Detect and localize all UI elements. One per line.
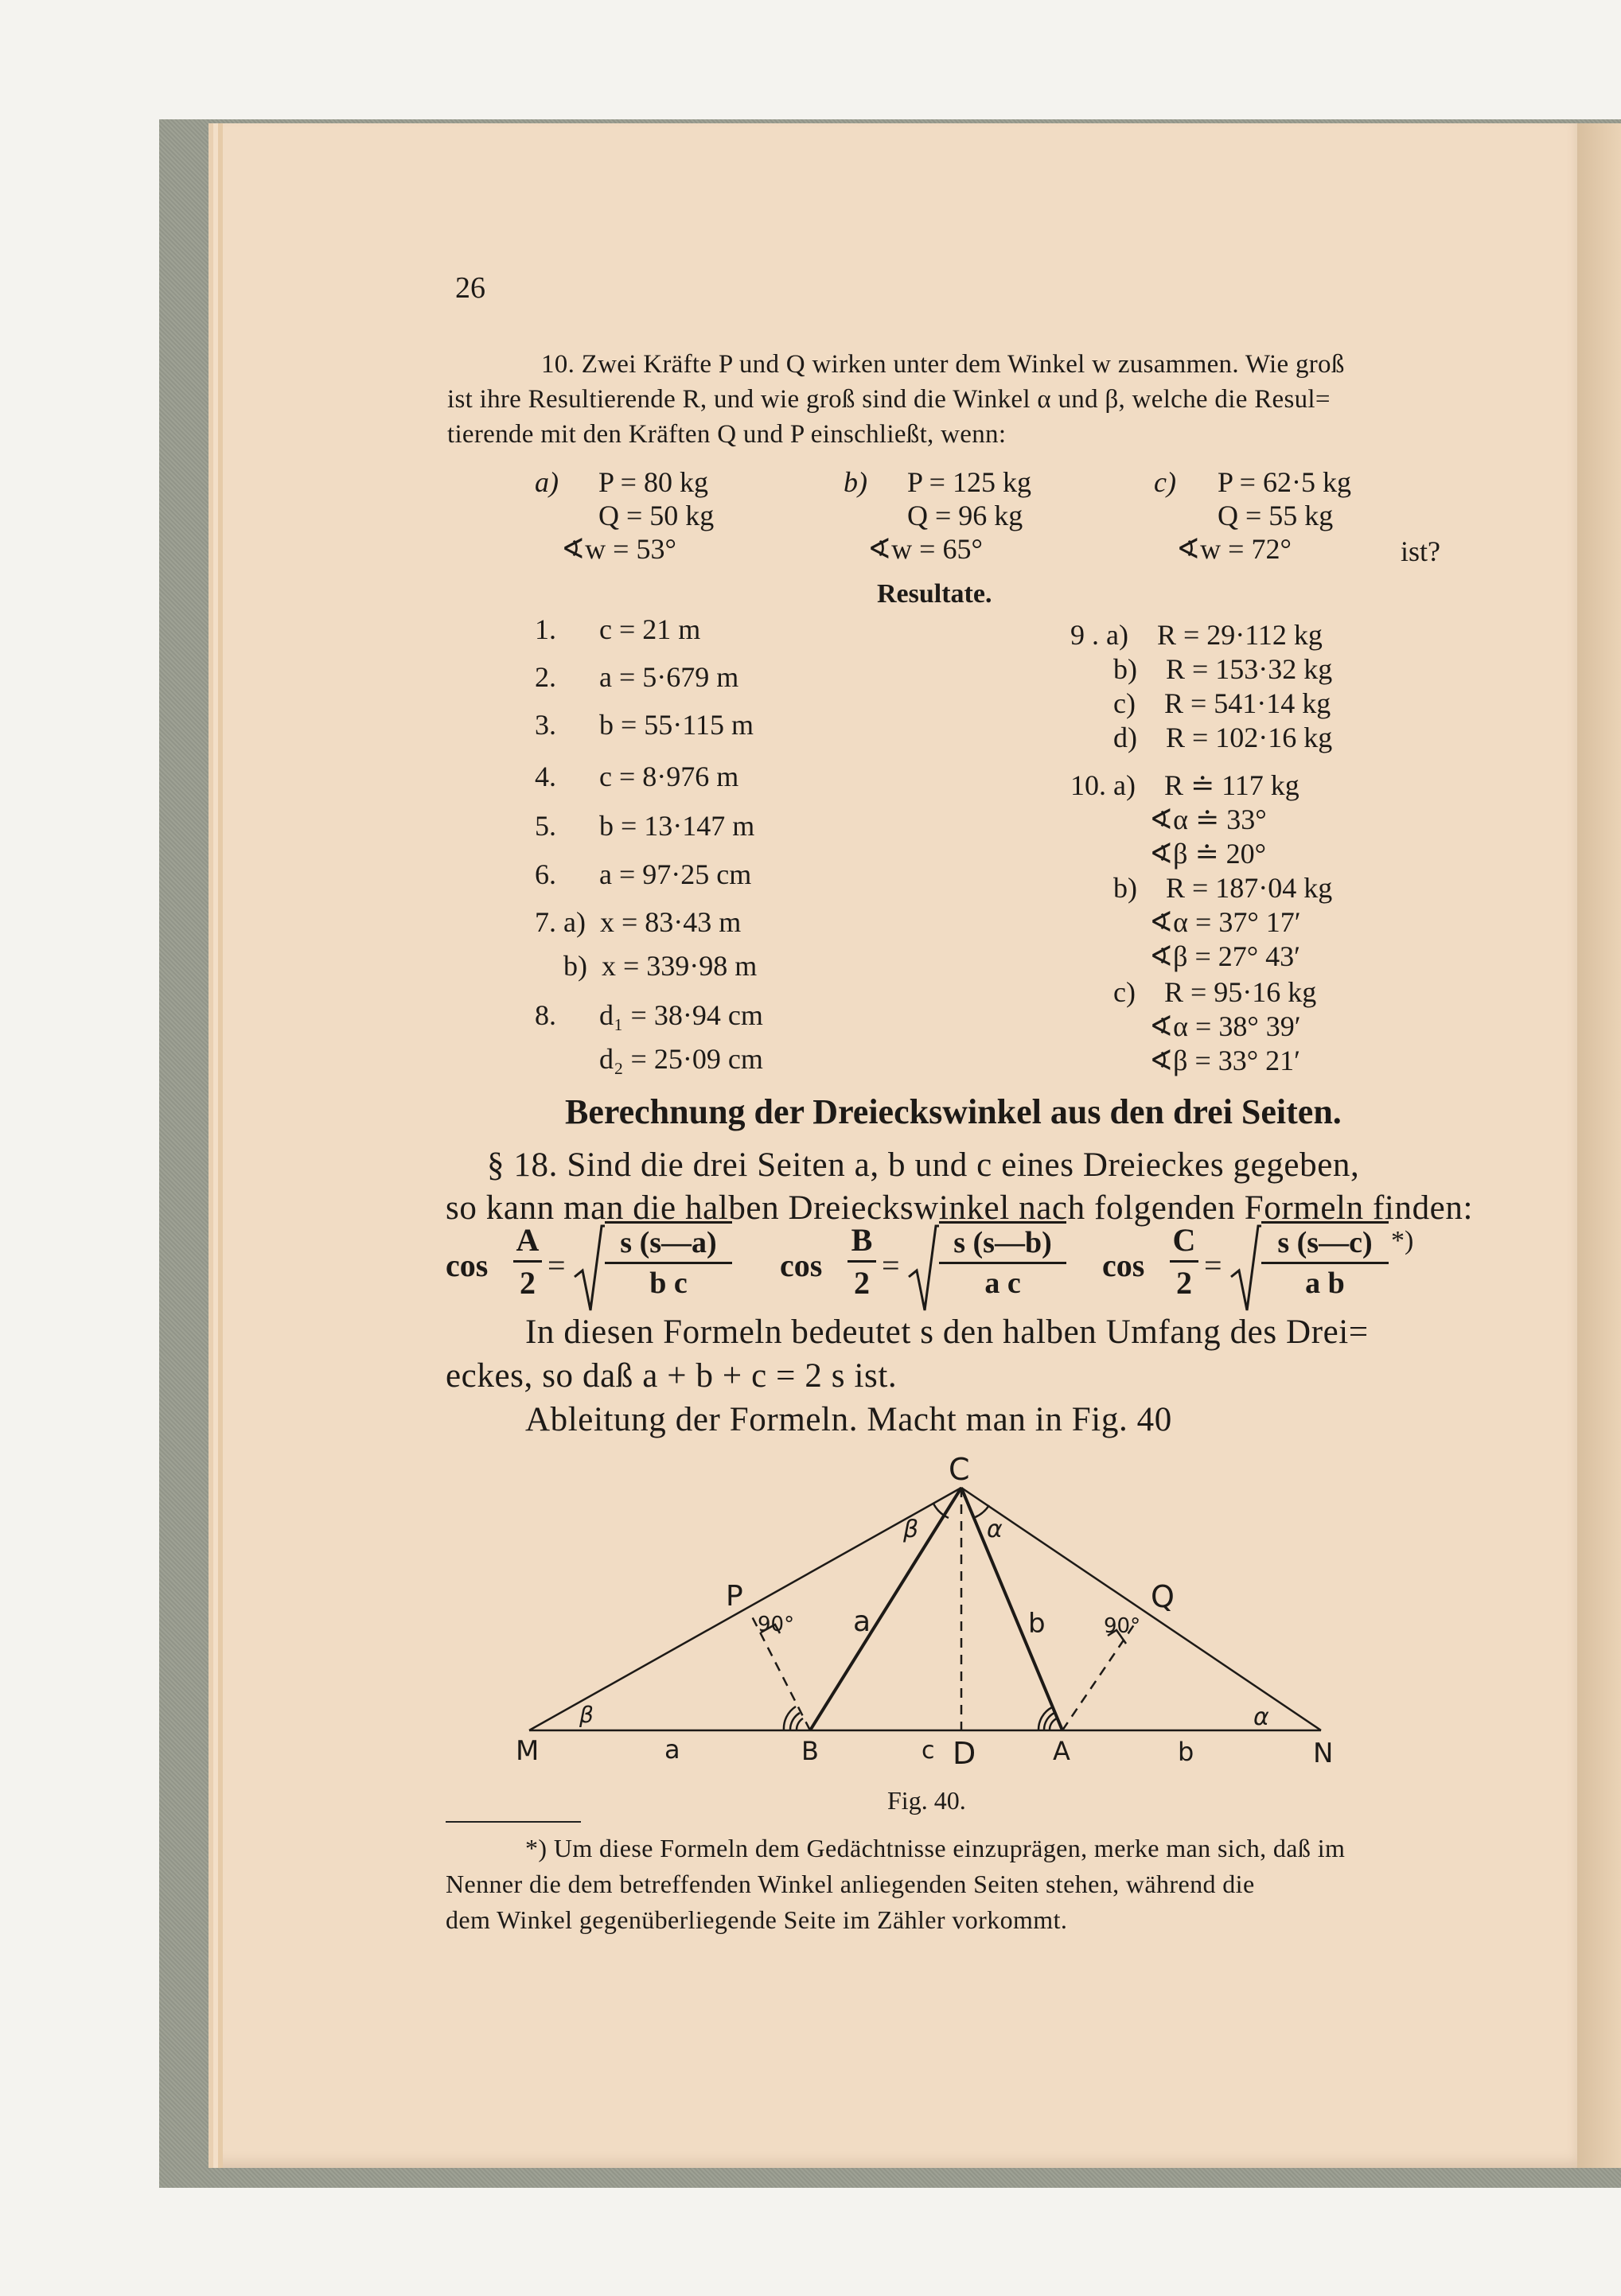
case-b-w: ∢w = 65° [867, 533, 983, 565]
figure-40 [509, 1448, 1353, 1782]
case-b-q: Q = 96 kg [907, 500, 1023, 531]
result-10c-beta: ∢β = 33° 21′ [1070, 1045, 1301, 1076]
label-n: N [1313, 1738, 1334, 1769]
result-1: 1. c = 21 m [535, 613, 701, 645]
case-c-q: Q = 55 kg [1218, 500, 1334, 531]
cos-2: cos [780, 1247, 823, 1283]
side-mc [529, 1488, 961, 1730]
cos-3: cos [1102, 1247, 1145, 1283]
half-den-a: 2 [520, 1265, 536, 1301]
half-angle-formulas [446, 1221, 1448, 1325]
angle-arc-a3 [1050, 1718, 1057, 1730]
fraction-line [605, 1262, 732, 1264]
footnote-line-2: Nenner die dem betreffenden Winkel anliegenden Seiten stehen, während die [446, 1870, 1255, 1898]
sqrt-num-3: s (s—c) [1261, 1221, 1389, 1260]
label-a: A [1053, 1736, 1070, 1766]
label-beta-top: β [903, 1516, 919, 1543]
half-angle-c [1170, 1221, 1198, 1302]
case-a-label: a) [535, 466, 559, 498]
problem-line-1: 10. Zwei Kräfte P und Q wirken unter dem Winkel w zusammen. Wie groß [541, 350, 1345, 379]
fraction-line [1261, 1262, 1389, 1264]
equals-3: = [1204, 1247, 1222, 1283]
explanation-line-1: In diesen Formeln bedeutet s den halben Umfang des Drei= [525, 1313, 1369, 1351]
sqrt-fraction-2 [939, 1221, 1066, 1301]
result-3: 3. b = 55·115 m [535, 709, 754, 741]
label-segment-a: a [664, 1734, 680, 1765]
cos-1: cos [446, 1247, 489, 1283]
result-10a-alpha: ∢α ≐ 33° [1070, 804, 1267, 835]
result-9d: d) R = 102·16 kg [1070, 722, 1333, 753]
label-segment-c: c [922, 1737, 935, 1765]
figure-caption: Fig. 40. [887, 1786, 966, 1815]
sqrt-den-2: a c [984, 1267, 1021, 1300]
page-number: 26 [455, 271, 485, 305]
half-num-c: C [1172, 1222, 1196, 1258]
sqrt-num-2: s (s—b) [939, 1221, 1066, 1260]
equals-2: = [882, 1247, 900, 1283]
case-b-label: b) [844, 466, 867, 498]
section-para-2: so kann man die halben Dreieckswinkel nach folgenden Formeln finden: [446, 1189, 1474, 1227]
sqrt-sign-1 [573, 1221, 605, 1317]
sqrt-sign-3 [1229, 1221, 1261, 1317]
case-b-p: P = 125 kg [907, 466, 1031, 498]
half-angle-b [848, 1221, 876, 1302]
angle-arc-b3 [797, 1718, 803, 1730]
result-4: 4. c = 8·976 m [535, 761, 739, 792]
result-10a-beta: ∢β ≐ 20° [1070, 838, 1267, 870]
result-10c-alpha: ∢α = 38° 39′ [1070, 1010, 1301, 1042]
case-c-w: ∢w = 72° [1176, 533, 1292, 565]
result-2: 2. a = 5·679 m [535, 661, 739, 693]
case-a-p: P = 80 kg [598, 466, 708, 498]
case-c-label: c) [1154, 466, 1176, 498]
sqrt-den-1: b c [649, 1267, 688, 1300]
label-b: B [801, 1736, 819, 1766]
result-10a-r: 10. a) R ≐ 117 kg [1070, 769, 1300, 801]
result-10b-beta: ∢β = 27° 43′ [1070, 940, 1301, 972]
label-m: M [516, 1735, 540, 1767]
case-a-q: Q = 50 kg [598, 500, 715, 531]
result-8-d2: d₂ = 25·09 cm [535, 1043, 763, 1075]
section-heading: Berechnung der Dreieckswinkel aus den drei Seiten. [565, 1092, 1342, 1131]
footnote-rule [446, 1821, 581, 1823]
side-cn [961, 1488, 1321, 1730]
result-8-d1: 8. d₁ = 38·94 cm [535, 999, 763, 1031]
footnote-marker: *) [1391, 1226, 1414, 1255]
fraction-line [939, 1262, 1066, 1264]
result-9c: c) R = 541·14 kg [1070, 687, 1331, 719]
half-num-b: B [851, 1222, 873, 1258]
result-10b-r: b) R = 187·04 kg [1070, 872, 1333, 904]
fraction-line [1170, 1260, 1198, 1263]
half-num-a: A [516, 1222, 540, 1258]
footnote-line-3: dem Winkel gegenüberliegende Seite im Zähler vorkommt. [446, 1905, 1068, 1934]
result-10c-r: c) R = 95·16 kg [1070, 976, 1317, 1008]
sqrt-sign-2 [907, 1221, 939, 1317]
label-q: Q [1151, 1579, 1175, 1614]
case-c-p: P = 62·5 kg [1218, 466, 1351, 498]
problem-line-2: ist ihre Resultierende R, und wie groß sind die Winkel α und β, welche die Resul= [447, 385, 1331, 414]
sqrt-den-3: a b [1305, 1267, 1345, 1300]
case-a-w: ∢w = 53° [561, 533, 676, 565]
label-segment-b: b [1178, 1737, 1194, 1767]
label-d: D [953, 1736, 976, 1771]
explanation-line-3: Ableitung der Formeln. Macht man in Fig. 40 [525, 1401, 1172, 1438]
label-90-left: 90° [758, 1613, 795, 1636]
label-beta-left: β [579, 1702, 594, 1728]
fraction-line [848, 1260, 876, 1263]
label-c: C [949, 1452, 970, 1487]
results-title: Resultate. [877, 579, 992, 609]
sqrt-num-1: s (s—a) [605, 1221, 732, 1260]
label-alpha-right: α [1253, 1703, 1269, 1731]
result-9b: b) R = 153·32 kg [1070, 653, 1333, 685]
explanation-line-2: eckes, so daß a + b + c = 2 s ist. [446, 1357, 898, 1395]
section-para-1: § 18. Sind die drei Seiten a, b und c eines Dreieckes gegeben, [487, 1146, 1360, 1184]
result-5: 5. b = 13·147 m [535, 810, 755, 842]
equals-1: = [547, 1247, 566, 1283]
label-p: P [726, 1580, 743, 1613]
label-90-right: 90° [1104, 1614, 1141, 1638]
result-9a: 9 . a) R = 29·112 kg [1070, 619, 1323, 651]
half-angle-a [513, 1221, 542, 1302]
result-6: 6. a = 97·25 cm [535, 858, 752, 890]
footnote-line-1: *) Um diese Formeln dem Gedächtnisse einzuprägen, merke man sich, daß im [525, 1834, 1346, 1862]
half-den-b: 2 [854, 1265, 870, 1301]
half-den-c: 2 [1176, 1265, 1192, 1301]
sqrt-fraction-3 [1261, 1221, 1389, 1301]
result-7a: 7. a) x = 83·43 m [535, 906, 742, 938]
sqrt-fraction-1 [605, 1221, 732, 1301]
fraction-line [513, 1260, 542, 1263]
case-suffix: ist? [1401, 535, 1440, 567]
label-side-a: a [853, 1605, 871, 1638]
result-7b: b) x = 339·98 m [535, 950, 758, 982]
problem-line-3: tierende mit den Kräften Q und P einschließt, wenn: [447, 420, 1007, 449]
side-b [961, 1488, 1062, 1730]
next-page-edge [1577, 123, 1621, 2168]
result-10b-alpha: ∢α = 37° 17′ [1070, 906, 1301, 938]
label-alpha-top: α [987, 1516, 1003, 1543]
side-a [810, 1488, 961, 1730]
label-side-b: b [1028, 1608, 1046, 1640]
